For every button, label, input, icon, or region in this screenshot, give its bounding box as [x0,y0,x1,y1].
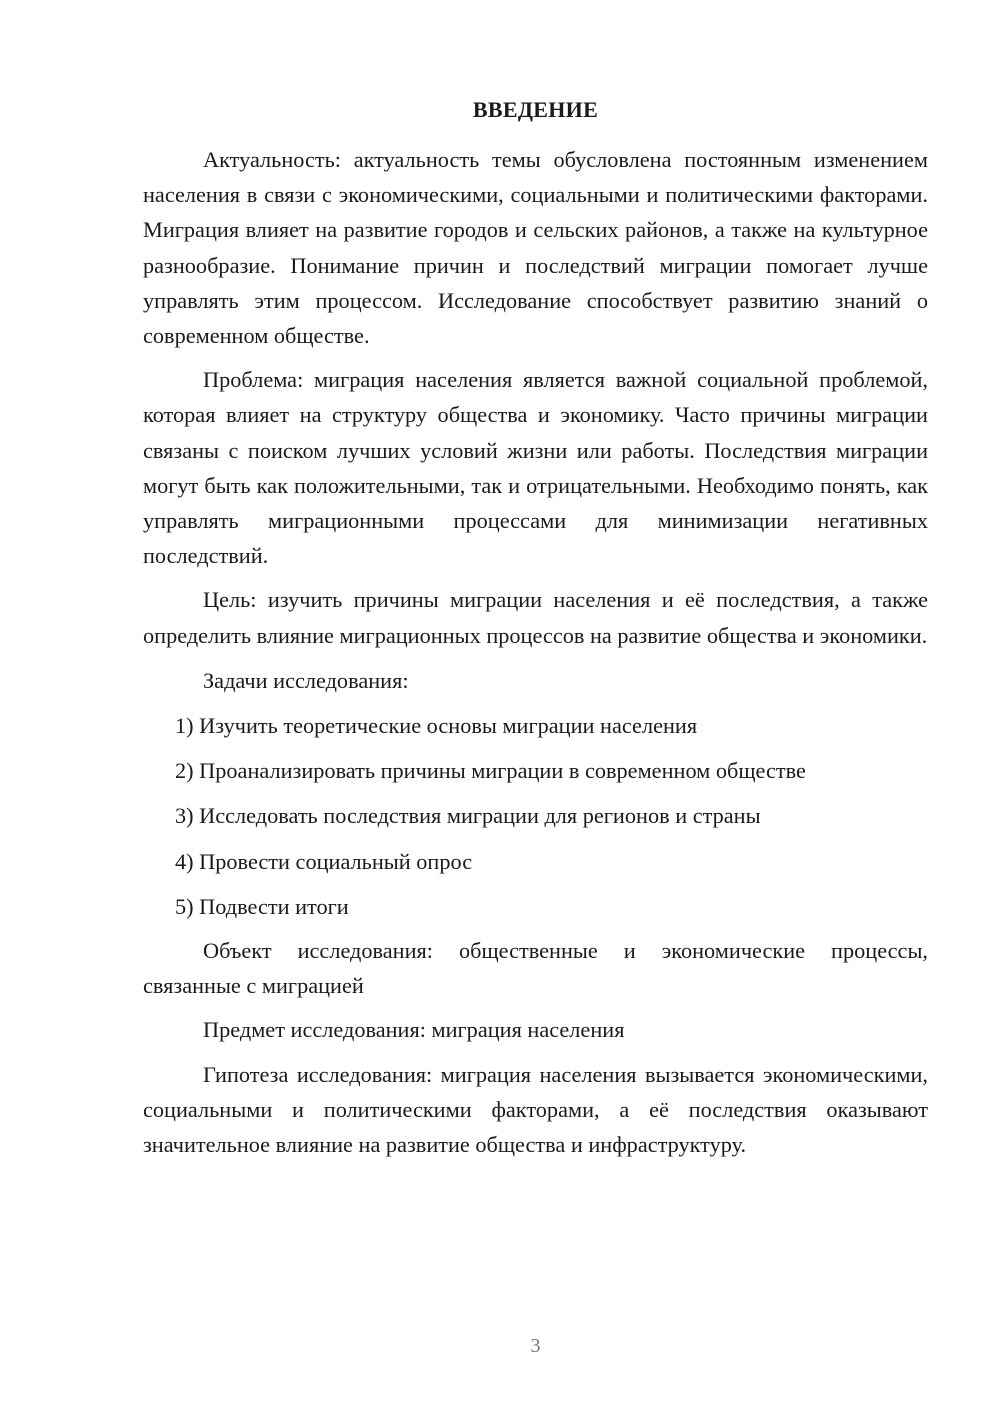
task-item-5: 5) Подвести итоги [175,893,349,919]
paragraph-problem: Проблема: миграция населения является важной социальной проблемой, которая влияет на структуру общества и экономику. Часто причины миграции связаны с поиском лучших условий жизни или работы. Последствия миграции могут быть как положительными, так и отрицательными. Необходимо понять, как управлять миграционными процессами для минимизации негативных последствий. [143,367,928,569]
task-item-2: 2) Проанализировать причины миграции в современном обществе [175,758,806,784]
paragraph-object: Объект исследования: общественные и экономические процессы, связанные с миграцией [143,938,928,999]
paragraph-hypothesis: Гипотеза исследования: миграция населения вызывается экономическими, социальными и политическими факторами, а её последствия оказывают значительное влияние на развитие общества и инфраструктуру. [143,1061,928,1158]
document-body [143,142,928,1162]
document-page [143,0,928,1414]
paragraph-subject: Предмет исследования: миграция населения [203,1017,625,1043]
page-title: ВВЕДЕНИЕ [472,97,599,122]
paragraph-relevance: Актуальность: актуальность темы обусловлена постоянным изменением населения в связи с экономическими, социальными и политическими факторами. Миграция влияет на развитие городов и сельских районов, а также на культурное разнообразие. Понимание причин и последствий миграции помогает лучше управлять этим процессом. Исследование способствует развитию знаний о современном обществе. [143,147,928,349]
task-item-3: 3) Исследовать последствия миграции для регионов и страны [175,803,761,829]
paragraph-goal: Цель: изучить причины миграции населения и её последствия, а также определить влияние миграционных процессов на развитие общества и экономики. [143,587,928,648]
task-item-4: 4) Провести социальный опрос [175,848,473,874]
tasks-heading: Задачи исследования: [203,667,409,693]
task-item-1: 1) Изучить теоретические основы миграции населения [175,713,698,739]
page-number: 3 [530,1335,541,1357]
